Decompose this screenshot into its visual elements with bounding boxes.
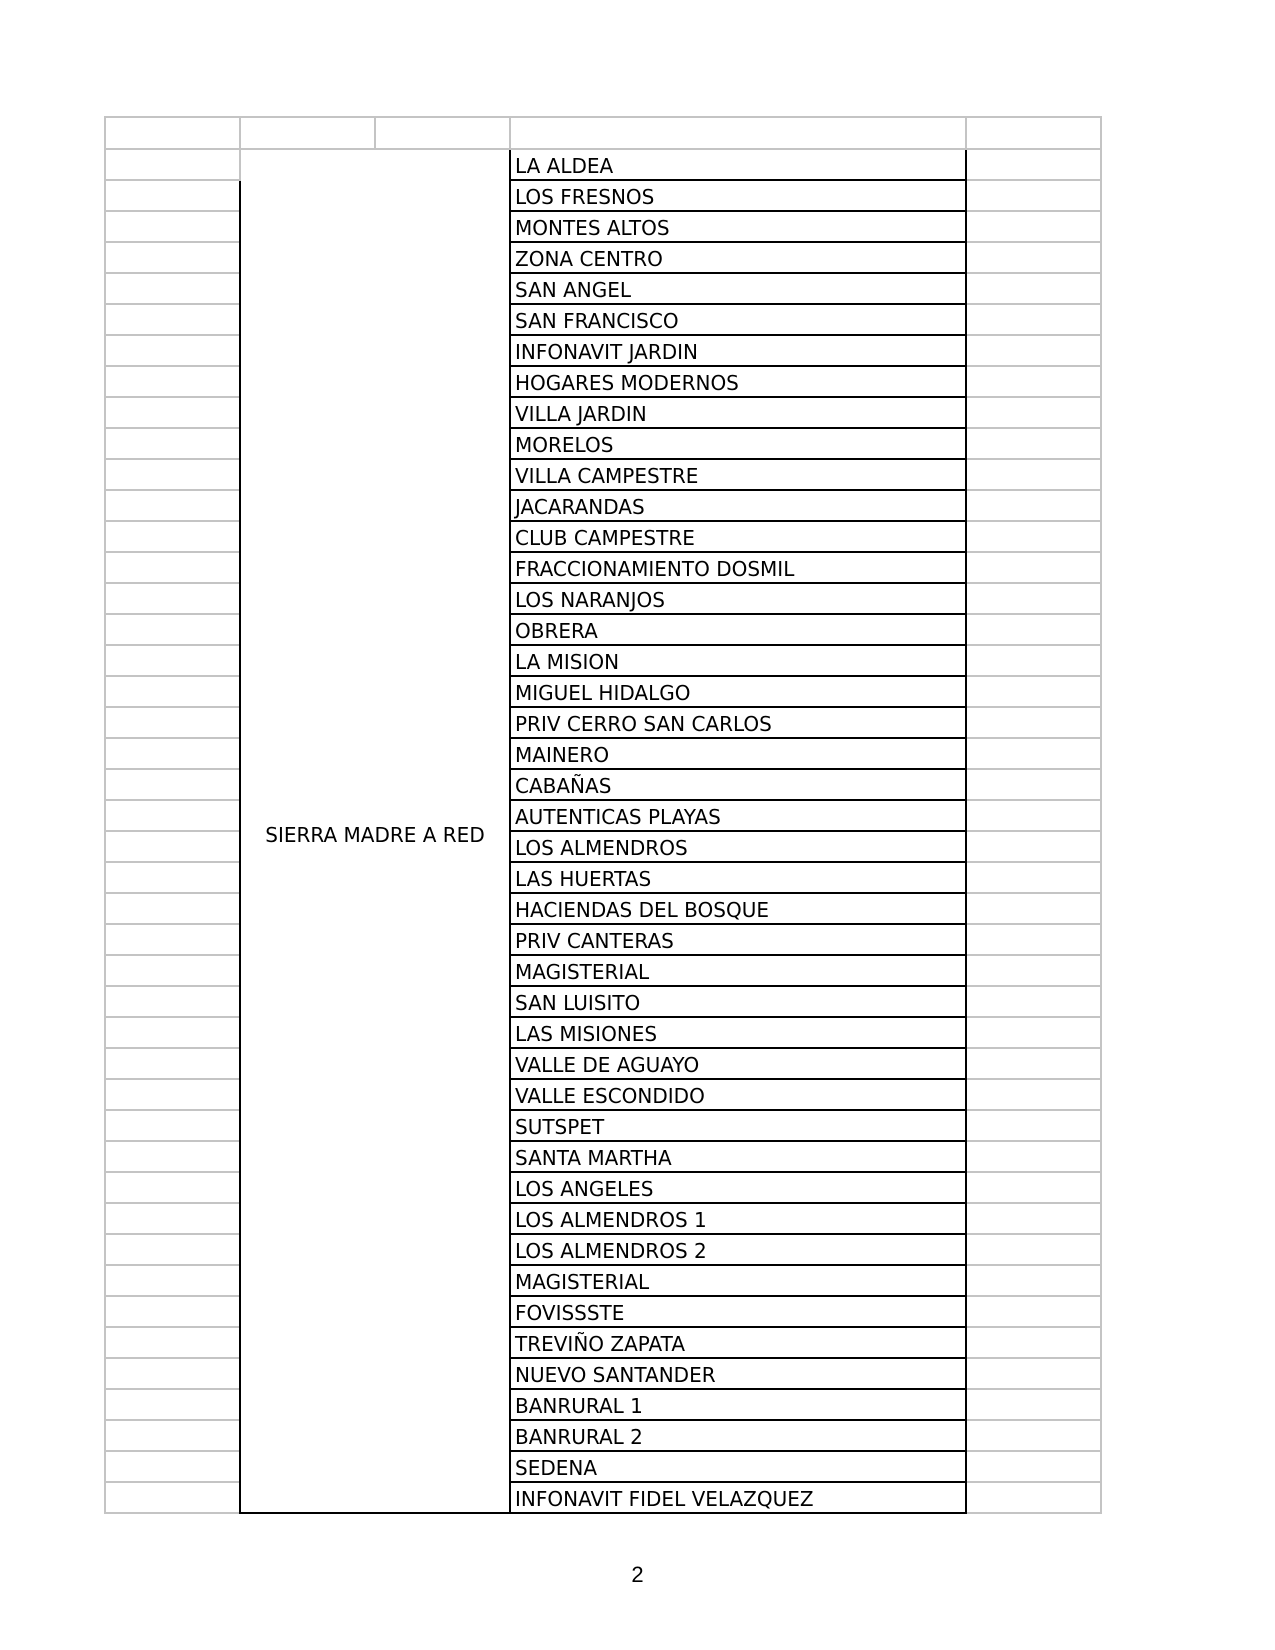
empty-cell xyxy=(105,707,240,738)
empty-cell xyxy=(966,738,1101,769)
neighborhood-name-cell: AUTENTICAS PLAYAS xyxy=(510,800,966,831)
neighborhood-name-cell: SAN LUISITO xyxy=(510,986,966,1017)
neighborhood-name-cell: SUTSPET xyxy=(510,1110,966,1141)
empty-cell xyxy=(966,1389,1101,1420)
empty-cell xyxy=(966,304,1101,335)
empty-cell xyxy=(966,1327,1101,1358)
empty-cell xyxy=(966,645,1101,676)
empty-cell xyxy=(966,1265,1101,1296)
neighborhood-name-cell: MIGUEL HIDALGO xyxy=(510,676,966,707)
neighborhood-name-cell: PRIV CANTERAS xyxy=(510,924,966,955)
empty-cell xyxy=(105,149,240,180)
empty-cell xyxy=(105,1327,240,1358)
neighborhood-name-cell: LA MISION xyxy=(510,645,966,676)
empty-cell xyxy=(966,1141,1101,1172)
empty-cell xyxy=(105,893,240,924)
empty-cell xyxy=(966,180,1101,211)
empty-cell xyxy=(966,211,1101,242)
empty-cell xyxy=(105,552,240,583)
empty-cell xyxy=(966,1110,1101,1141)
empty-cell xyxy=(105,1420,240,1451)
empty-cell xyxy=(105,490,240,521)
neighborhood-name-cell: OBRERA xyxy=(510,614,966,645)
empty-cell xyxy=(105,1389,240,1420)
table-row xyxy=(105,149,1101,180)
empty-cell xyxy=(966,1482,1101,1513)
empty-cell xyxy=(966,924,1101,955)
empty-cell xyxy=(105,180,240,211)
empty-cell xyxy=(105,769,240,800)
neighborhood-name-cell: LOS ALMENDROS 1 xyxy=(510,1203,966,1234)
neighborhood-name-cell: LOS NARANJOS xyxy=(510,583,966,614)
empty-cell xyxy=(966,1420,1101,1451)
empty-cell xyxy=(966,1296,1101,1327)
neighborhood-name-cell: BANRURAL 2 xyxy=(510,1420,966,1451)
neighborhood-name-cell: VILLA CAMPESTRE xyxy=(510,459,966,490)
empty-cell xyxy=(966,117,1101,149)
empty-cell xyxy=(966,800,1101,831)
empty-cell xyxy=(105,366,240,397)
neighborhood-name-cell: PRIV CERRO SAN CARLOS xyxy=(510,707,966,738)
empty-cell xyxy=(966,862,1101,893)
empty-cell xyxy=(105,397,240,428)
header-row xyxy=(105,117,1101,149)
empty-cell xyxy=(966,273,1101,304)
neighborhood-name-cell: INFONAVIT FIDEL VELAZQUEZ xyxy=(510,1482,966,1513)
empty-cell xyxy=(966,1172,1101,1203)
neighborhood-name-cell: MAGISTERIAL xyxy=(510,955,966,986)
empty-cell xyxy=(105,1296,240,1327)
neighborhood-name-cell: VILLA JARDIN xyxy=(510,397,966,428)
empty-cell xyxy=(105,273,240,304)
empty-cell xyxy=(105,1203,240,1234)
group-label-cell: SIERRA MADRE A RED xyxy=(240,149,510,1513)
empty-cell xyxy=(105,1048,240,1079)
empty-cell xyxy=(966,1451,1101,1482)
empty-cell xyxy=(105,335,240,366)
spreadsheet-table xyxy=(104,116,1102,1514)
neighborhood-name-cell: MAGISTERIAL xyxy=(510,1265,966,1296)
empty-cell xyxy=(105,117,240,149)
empty-cell xyxy=(966,893,1101,924)
neighborhood-name-cell: LOS FRESNOS xyxy=(510,180,966,211)
empty-cell xyxy=(105,1265,240,1296)
empty-cell xyxy=(966,335,1101,366)
empty-cell xyxy=(966,428,1101,459)
empty-cell xyxy=(105,1079,240,1110)
neighborhood-name-cell: VALLE ESCONDIDO xyxy=(510,1079,966,1110)
empty-cell xyxy=(105,1482,240,1513)
neighborhood-name-cell: CABAÑAS xyxy=(510,769,966,800)
empty-cell xyxy=(966,1048,1101,1079)
empty-cell xyxy=(105,738,240,769)
neighborhood-name-cell: SAN ANGEL xyxy=(510,273,966,304)
neighborhood-name-cell: LAS MISIONES xyxy=(510,1017,966,1048)
empty-cell xyxy=(966,769,1101,800)
empty-cell xyxy=(105,614,240,645)
neighborhood-name-cell: LA ALDEA xyxy=(510,149,966,180)
empty-cell xyxy=(966,1358,1101,1389)
neighborhood-name-cell: JACARANDAS xyxy=(510,490,966,521)
neighborhood-name-cell: MONTES ALTOS xyxy=(510,211,966,242)
empty-cell xyxy=(105,800,240,831)
neighborhood-name-cell: FRACCIONAMIENTO DOSMIL xyxy=(510,552,966,583)
empty-cell xyxy=(105,862,240,893)
empty-cell xyxy=(105,1451,240,1482)
neighborhood-name-cell: LOS ALMENDROS 2 xyxy=(510,1234,966,1265)
empty-cell xyxy=(105,1017,240,1048)
empty-cell xyxy=(240,117,375,149)
empty-cell xyxy=(966,707,1101,738)
empty-cell xyxy=(375,117,510,149)
neighborhood-name-cell: INFONAVIT JARDIN xyxy=(510,335,966,366)
empty-cell xyxy=(105,831,240,862)
empty-cell xyxy=(105,1358,240,1389)
empty-cell xyxy=(966,242,1101,273)
neighborhood-name-cell: LAS HUERTAS xyxy=(510,862,966,893)
empty-cell xyxy=(105,645,240,676)
neighborhood-name-cell: FOVISSSTE xyxy=(510,1296,966,1327)
neighborhood-name-cell: SEDENA xyxy=(510,1451,966,1482)
empty-cell xyxy=(966,397,1101,428)
empty-cell xyxy=(966,1079,1101,1110)
empty-cell xyxy=(105,521,240,552)
empty-cell xyxy=(966,366,1101,397)
empty-cell xyxy=(105,1234,240,1265)
empty-cell xyxy=(105,242,240,273)
empty-cell xyxy=(966,459,1101,490)
empty-cell xyxy=(105,1110,240,1141)
empty-cell xyxy=(966,490,1101,521)
neighborhood-name-cell: SAN FRANCISCO xyxy=(510,304,966,335)
empty-cell xyxy=(105,676,240,707)
empty-cell xyxy=(105,924,240,955)
empty-cell xyxy=(105,304,240,335)
empty-cell xyxy=(966,552,1101,583)
neighborhood-name-cell: VALLE DE AGUAYO xyxy=(510,1048,966,1079)
empty-cell xyxy=(105,1172,240,1203)
empty-cell xyxy=(105,1141,240,1172)
empty-cell xyxy=(105,428,240,459)
neighborhood-name-cell: SANTA MARTHA xyxy=(510,1141,966,1172)
neighborhood-name-cell: NUEVO SANTANDER xyxy=(510,1358,966,1389)
neighborhood-name-cell: HACIENDAS DEL BOSQUE xyxy=(510,893,966,924)
empty-cell xyxy=(510,117,966,149)
empty-cell xyxy=(966,1203,1101,1234)
empty-cell xyxy=(966,986,1101,1017)
page-number: 2 xyxy=(631,1562,644,1587)
empty-cell xyxy=(966,831,1101,862)
empty-cell xyxy=(966,521,1101,552)
empty-cell xyxy=(966,583,1101,614)
empty-cell xyxy=(966,676,1101,707)
empty-cell xyxy=(966,955,1101,986)
neighborhood-name-cell: MAINERO xyxy=(510,738,966,769)
empty-cell xyxy=(966,1017,1101,1048)
spreadsheet-body xyxy=(105,117,1101,1513)
neighborhood-name-cell: CLUB CAMPESTRE xyxy=(510,521,966,552)
empty-cell xyxy=(105,986,240,1017)
empty-cell xyxy=(966,614,1101,645)
empty-cell xyxy=(105,211,240,242)
neighborhood-name-cell: MORELOS xyxy=(510,428,966,459)
neighborhood-name-cell: BANRURAL 1 xyxy=(510,1389,966,1420)
empty-cell xyxy=(105,459,240,490)
neighborhood-name-cell: LOS ANGELES xyxy=(510,1172,966,1203)
empty-cell xyxy=(966,1234,1101,1265)
neighborhood-name-cell: HOGARES MODERNOS xyxy=(510,366,966,397)
neighborhood-name-cell: ZONA CENTRO xyxy=(510,242,966,273)
neighborhood-name-cell: TREVIÑO ZAPATA xyxy=(510,1327,966,1358)
empty-cell xyxy=(966,149,1101,180)
empty-cell xyxy=(105,583,240,614)
neighborhood-name-cell: LOS ALMENDROS xyxy=(510,831,966,862)
empty-cell xyxy=(105,955,240,986)
